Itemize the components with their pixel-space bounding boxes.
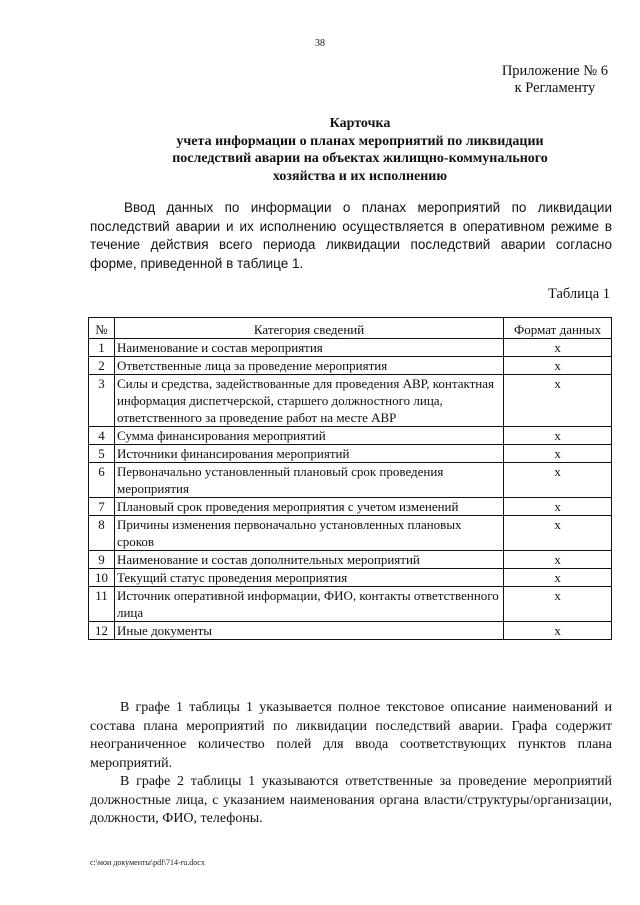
row-format: х (504, 498, 612, 516)
row-format: х (504, 463, 612, 498)
explanation-text (90, 699, 612, 829)
row-category: Первоначально установленный плановый срок проведения мероприятия (114, 463, 503, 498)
explanation-paragraph-2: В графе 2 таблицы 1 указываются ответственные за проведение мероприятий должностные лица, с указанием наименования органа власти/структуры/организации, должности, ФИО, телефоны. (90, 774, 612, 826)
row-format: х (504, 551, 612, 569)
table-row (89, 339, 612, 357)
intro-paragraph: Ввод данных по информации о планах мероприятий по ликвидации последствий аварии и их исполнению осуществляется в оперативном режиме в течение действия всего периода ликвидации последствий аварии согласно форме, приведенной в таблице 1. (90, 200, 612, 271)
table-row (89, 587, 612, 622)
header-format: Формат данных (504, 318, 612, 339)
row-category: Источник оперативной информации, ФИО, контакты ответственного лица (114, 587, 503, 622)
document-title (90, 115, 630, 185)
row-num: 12 (89, 622, 115, 640)
page-number: 38 (315, 38, 325, 49)
row-num: 2 (89, 357, 115, 375)
title-line-1: Карточка (329, 116, 391, 131)
table-row (89, 427, 612, 445)
row-category: Причины изменения первоначально установленных плановых сроков (114, 516, 503, 551)
info-table (88, 317, 612, 640)
row-category: Иные документы (114, 622, 503, 640)
title-line-2: учета информации о планах мероприятий по ликвидации (176, 133, 544, 149)
row-format: х (504, 569, 612, 587)
appendix-line-2: к Регламенту (514, 80, 596, 96)
row-num: 6 (89, 463, 115, 498)
row-format: х (504, 375, 612, 427)
row-num: 10 (89, 569, 115, 587)
row-category: Плановый срок проведения мероприятия с учетом изменений (114, 498, 503, 516)
table-row (89, 622, 612, 640)
table-row (89, 516, 612, 551)
table-row (89, 498, 612, 516)
row-num: 4 (89, 427, 115, 445)
row-num: 1 (89, 339, 115, 357)
title-line-4: хозяйства и их исполнению (272, 168, 448, 184)
table-row (89, 445, 612, 463)
row-num: 8 (89, 516, 115, 551)
row-category: Силы и средства, задействованные для проведения АВР, контактная информация диспетчерской, старшего должностного лица, ответственного за проведение работ на месте АВР (114, 375, 503, 427)
row-category: Наименование и состав дополнительных мероприятий (114, 551, 503, 569)
explanation-paragraph-1: В графе 1 таблицы 1 указывается полное текстовое описание наименований и состава плана мероприятий по ликвидации последствий аварии. Графа содержит неограниченное количество полей для ввода соответствующих пунктов плана мероприятий. (90, 700, 612, 771)
row-format: х (504, 357, 612, 375)
row-num: 5 (89, 445, 115, 463)
row-num: 3 (89, 375, 115, 427)
row-format: х (504, 516, 612, 551)
row-format: х (504, 622, 612, 640)
row-format: х (504, 339, 612, 357)
row-num: 7 (89, 498, 115, 516)
table-row (89, 569, 612, 587)
row-num: 9 (89, 551, 115, 569)
row-format: х (504, 445, 612, 463)
row-category: Сумма финансирования мероприятий (114, 427, 503, 445)
appendix-reference (502, 63, 608, 97)
row-format: х (504, 587, 612, 622)
row-category: Текущий статус проведения мероприятия (114, 569, 503, 587)
table-row (89, 375, 612, 427)
table-row (89, 357, 612, 375)
header-num: № (89, 318, 115, 339)
row-num: 11 (89, 587, 115, 622)
row-format: х (504, 427, 612, 445)
row-category: Ответственные лица за проведение мероприятия (114, 357, 503, 375)
table-row (89, 551, 612, 569)
row-category: Наименование и состав мероприятия (114, 339, 503, 357)
title-line-3: последствий аварии на объектах жилищно-коммунального (172, 151, 548, 166)
table-header-row (89, 318, 612, 339)
header-category: Категория сведений (114, 318, 503, 339)
footer-file-path: c:\мои документы\pdf\714-ru.docx (90, 858, 205, 867)
table-label: Таблица 1 (547, 286, 610, 302)
row-category: Источники финансирования мероприятий (114, 445, 503, 463)
appendix-line-1: Приложение № 6 (501, 63, 608, 79)
table-row (89, 463, 612, 498)
